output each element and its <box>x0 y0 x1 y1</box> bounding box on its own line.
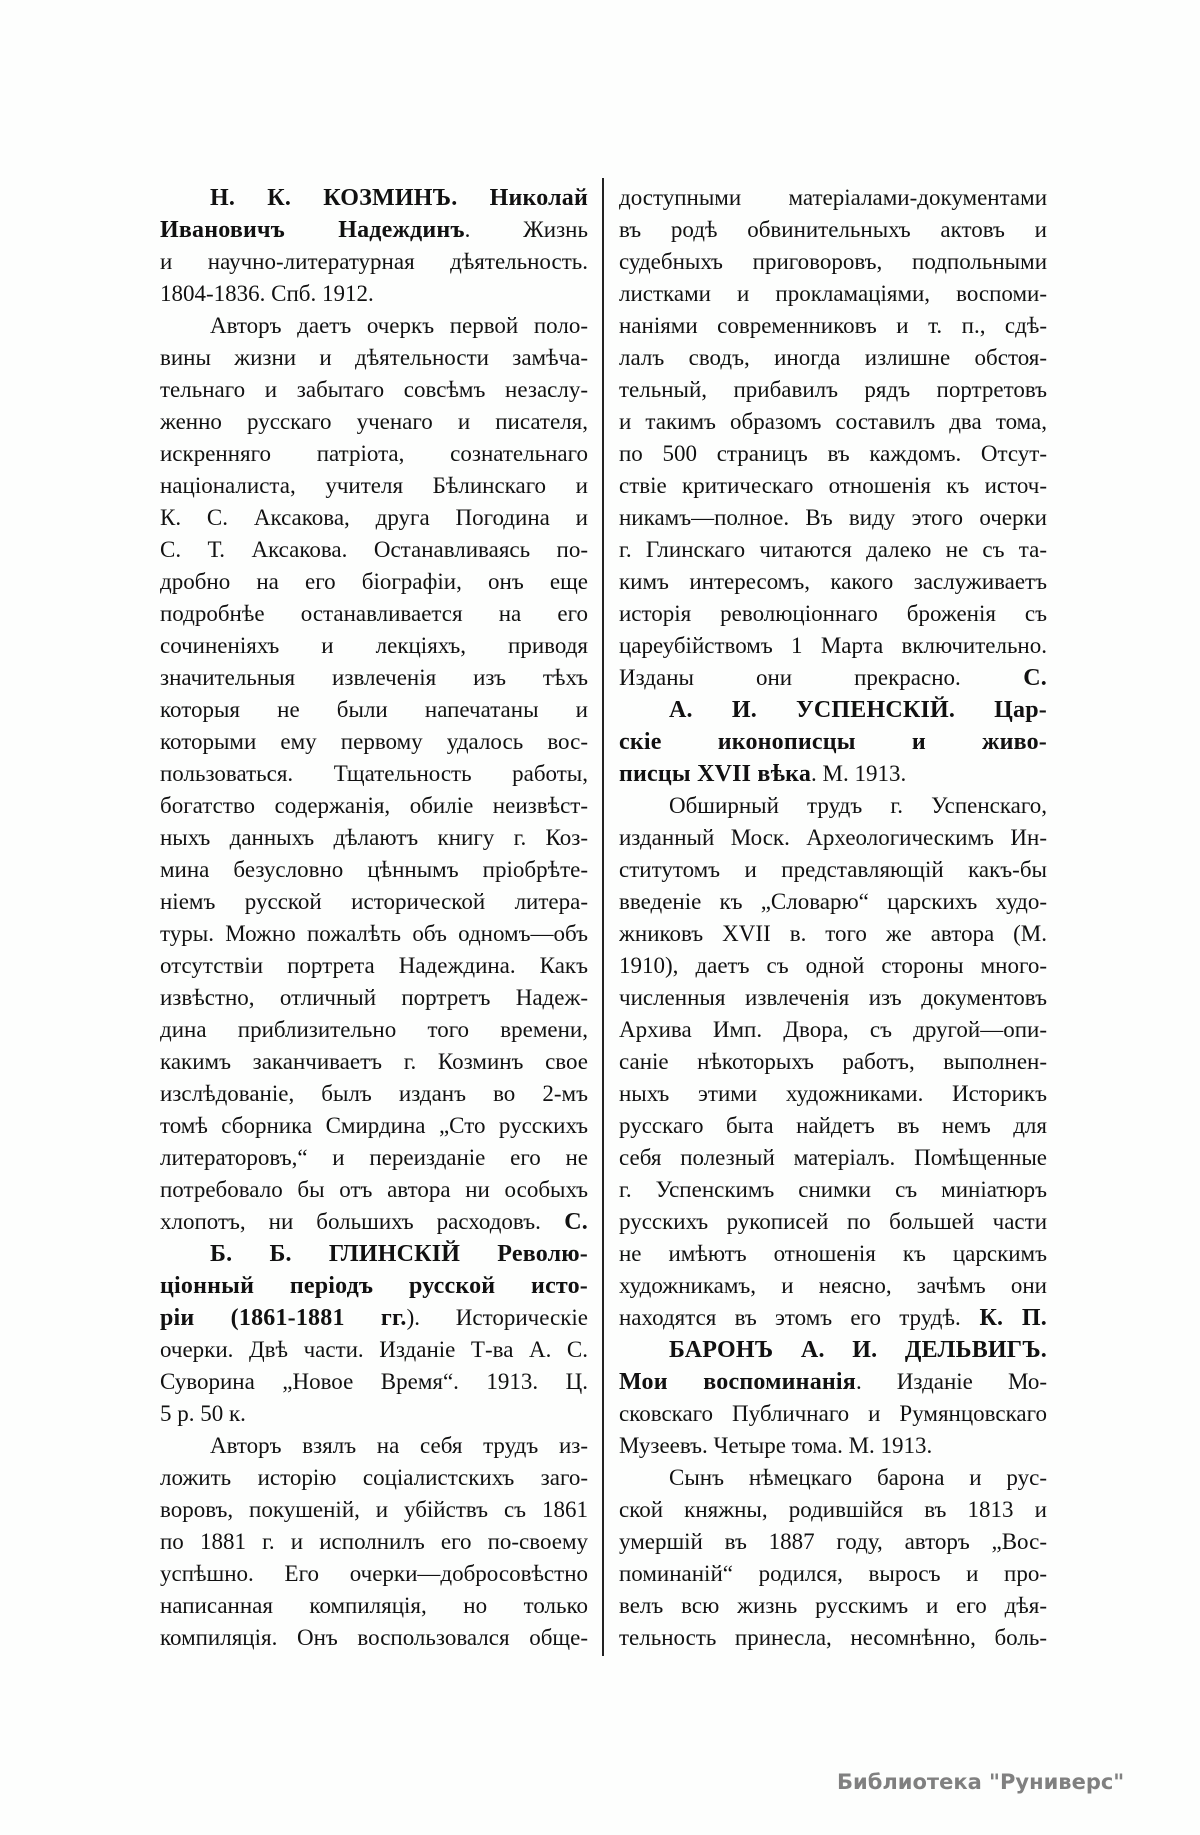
body-text: сочиненіяхъ и лекціяхъ, приводя <box>160 633 588 658</box>
body-text: 1804-1836. Спб. 1912. <box>160 281 374 306</box>
left-column <box>160 182 588 1654</box>
text-line <box>619 598 1047 630</box>
text-line <box>619 1174 1047 1206</box>
text-line <box>160 726 588 758</box>
body-text: Обширный трудъ г. Успенскаго, <box>669 793 1047 818</box>
text-line <box>160 886 588 918</box>
body-text: г. Глинскаго читаются далеко не съ та- <box>619 537 1047 562</box>
text-line <box>160 406 588 438</box>
bold-text: ціонный періодъ русской исто- <box>160 1273 588 1299</box>
text-line <box>160 982 588 1014</box>
text-line <box>160 662 588 694</box>
bold-text: К. П. <box>960 1305 1047 1331</box>
body-text: Авторъ взялъ на себя трудъ из- <box>210 1433 588 1458</box>
text-line <box>619 1622 1047 1654</box>
text-line <box>160 1078 588 1110</box>
body-text: исторія революціоннаго броженія съ <box>619 601 1047 626</box>
text-line <box>160 854 588 886</box>
text-line <box>160 1526 588 1558</box>
text-line <box>619 1558 1047 1590</box>
bold-text: скіе иконописцы и живо- <box>619 729 1047 755</box>
body-text: значительныя извлеченія изъ тѣхъ <box>160 665 588 690</box>
text-line <box>160 182 588 214</box>
body-text: литераторовъ,“ и переизданіе его не <box>160 1145 588 1170</box>
text-line <box>160 1270 588 1302</box>
text-line <box>160 470 588 502</box>
body-text: изданный Моск. Археологическимъ Ин- <box>619 825 1047 850</box>
body-text: кимъ интересомъ, какого заслуживаетъ <box>619 569 1047 594</box>
body-text: Изданы они прекрасно. <box>619 665 961 690</box>
text-line <box>619 342 1047 374</box>
body-text: томѣ сборника Смирдина „Сто русскихъ <box>160 1113 588 1138</box>
text-line <box>160 214 588 246</box>
body-text: умершій въ 1887 году, авторъ „Вос- <box>619 1529 1047 1554</box>
body-text: 5 р. 50 к. <box>160 1401 246 1426</box>
right-column <box>619 182 1047 1654</box>
body-text: не имѣютъ отношенія къ царскимъ <box>619 1241 1047 1266</box>
text-line <box>160 1238 588 1270</box>
text-line <box>619 694 1047 726</box>
body-text: введеніе къ „Словарю“ царскихъ худо- <box>619 889 1047 914</box>
body-text: изслѣдованіе, былъ изданъ во 2-мъ <box>160 1081 588 1106</box>
body-text: цареубійствомъ 1 Марта включительно. <box>619 633 1047 658</box>
body-text: которыя не были напечатаны и <box>160 697 588 722</box>
text-line <box>619 790 1047 822</box>
body-text: лалъ сводъ, иногда излишне обстоя- <box>619 345 1047 370</box>
body-text: очерки. Двѣ части. Изданіе Т-ва А. С. <box>160 1337 588 1362</box>
column-divider <box>602 178 604 1656</box>
text-line <box>619 1302 1047 1334</box>
text-line <box>619 950 1047 982</box>
text-line <box>160 502 588 534</box>
text-line <box>160 1014 588 1046</box>
text-line <box>619 310 1047 342</box>
body-text: потребовало бы отъ автора ни особыхъ <box>160 1177 588 1202</box>
text-line <box>160 1430 588 1462</box>
text-line <box>619 982 1047 1014</box>
body-text: тельнаго и забытаго совсѣмъ незаслу- <box>160 377 588 402</box>
body-text: . Жизнь <box>464 217 588 242</box>
body-text: мина безусловно цѣннымъ пріобрѣте- <box>160 857 588 882</box>
body-text: наніями современниковъ и т. п., сдѣ- <box>619 313 1047 338</box>
body-text: Сынъ нѣмецкаго барона и рус- <box>669 1465 1047 1490</box>
body-text: ныхъ данныхъ дѣлаютъ книгу г. Коз- <box>160 825 588 850</box>
body-text: ). Историческіе <box>406 1305 588 1330</box>
bold-text: А. И. УСПЕНСКІЙ. Цар- <box>669 697 1047 723</box>
body-text: вины жизни и дѣятельности замѣча- <box>160 345 588 370</box>
bold-text: С. <box>960 665 1047 691</box>
body-text: тельный, прибавилъ рядъ портретовъ <box>619 377 1047 402</box>
body-text: дробно на его біографіи, онъ еще <box>160 569 588 594</box>
body-text: ныхъ этими художниками. Историкъ <box>619 1081 1047 1106</box>
text-line <box>619 246 1047 278</box>
body-text: отсутствіи портрета Надеждина. Какъ <box>160 953 588 978</box>
text-line <box>160 1494 588 1526</box>
text-line <box>619 1238 1047 1270</box>
text-line <box>619 758 1047 790</box>
body-text: судебныхъ приговоровъ, подпольными <box>619 249 1047 274</box>
body-text: которыми ему первому удалось вос- <box>160 729 588 754</box>
text-line <box>619 726 1047 758</box>
body-text: Архива Имп. Двора, съ другой—опи- <box>619 1017 1047 1042</box>
body-text: ніемъ русской исторической литера- <box>160 889 588 914</box>
text-line <box>619 918 1047 950</box>
body-text: Авторъ даетъ очеркъ первой поло- <box>210 313 588 338</box>
text-line <box>160 1334 588 1366</box>
body-text: подробнѣе останавливается на его <box>160 601 588 626</box>
text-line <box>160 438 588 470</box>
text-line <box>619 1494 1047 1526</box>
bold-text: БАРОНЪ А. И. ДЕЛЬВИГЪ. <box>669 1337 1047 1363</box>
body-text: . Изданіе Мо- <box>855 1369 1047 1394</box>
bold-text: Ивановичъ Надеждинъ <box>160 217 465 243</box>
text-line <box>160 822 588 854</box>
text-line <box>619 1206 1047 1238</box>
body-text: сковскаго Публичнаго и Румянцовскаго <box>619 1401 1047 1426</box>
text-line <box>160 374 588 406</box>
body-text: написанная компиляція, но только <box>160 1593 588 1618</box>
body-text: успѣшно. Его очерки—добросовѣстно <box>160 1561 588 1586</box>
text-line <box>160 1366 588 1398</box>
text-line <box>619 1078 1047 1110</box>
text-line <box>619 1590 1047 1622</box>
body-text: воровъ, покушеній, и убійствъ съ 1861 <box>160 1497 588 1522</box>
text-line <box>160 1110 588 1142</box>
body-text: хлопотъ, ни большихъ расходовъ. <box>160 1209 541 1234</box>
body-text: женно русскаго ученаго и писателя, <box>160 409 588 434</box>
text-line <box>160 790 588 822</box>
body-text: Суворина „Новое Время“. 1913. Ц. <box>160 1369 588 1394</box>
body-text: русскаго быта найдетъ въ немъ для <box>619 1113 1047 1138</box>
bold-text: Б. Б. ГЛИНСКІЙ Револю- <box>210 1241 588 1267</box>
text-line <box>619 822 1047 854</box>
body-text: себя полезный матеріалъ. Помѣщенные <box>619 1145 1047 1170</box>
text-line <box>619 1334 1047 1366</box>
text-line <box>160 342 588 374</box>
text-line <box>619 214 1047 246</box>
text-line <box>619 630 1047 662</box>
text-line <box>160 310 588 342</box>
text-line <box>619 182 1047 214</box>
body-text: листками и прокламаціями, воспоми- <box>619 281 1047 306</box>
body-text: находятся въ этомъ его трудѣ. <box>619 1305 961 1330</box>
body-text: компиляція. Онъ воспользовался обще- <box>160 1625 588 1650</box>
text-line <box>160 1142 588 1174</box>
body-text: численныя извлеченія изъ документовъ <box>619 985 1047 1010</box>
body-text: въ родѣ обвинительныхъ актовъ и <box>619 217 1047 242</box>
text-line <box>160 1174 588 1206</box>
body-text: 1910), даетъ съ одной стороны много- <box>619 953 1047 978</box>
text-line <box>160 1590 588 1622</box>
body-text: извѣстно, отличный портретъ Надеж- <box>160 985 588 1010</box>
text-line <box>619 534 1047 566</box>
body-text: русскихъ рукописей по большей части <box>619 1209 1047 1234</box>
text-line <box>160 630 588 662</box>
body-text: художникамъ, и неясно, зачѣмъ они <box>619 1273 1047 1298</box>
body-text: Музеевъ. Четыре тома. М. 1913. <box>619 1433 933 1458</box>
text-line <box>619 438 1047 470</box>
body-text: по 500 страницъ въ каждомъ. Отсут- <box>619 441 1047 466</box>
body-text: саніе нѣкоторыхъ работъ, выполнен- <box>619 1049 1047 1074</box>
text-line <box>619 1430 1047 1462</box>
text-line <box>619 502 1047 534</box>
text-line <box>160 1462 588 1494</box>
body-text: богатство содержанія, обиліе неизвѣст- <box>160 793 588 818</box>
body-text: пользоваться. Тщательность работы, <box>160 761 588 786</box>
text-line <box>160 1046 588 1078</box>
text-line <box>160 246 588 278</box>
text-line <box>619 1270 1047 1302</box>
body-text: націоналиста, учителя Бѣлинскаго и <box>160 473 588 498</box>
text-line <box>619 1398 1047 1430</box>
body-text: искренняго патріота, сознательнаго <box>160 441 588 466</box>
text-line <box>619 886 1047 918</box>
text-line <box>619 1014 1047 1046</box>
library-watermark: Библиотека "Руниверс" <box>837 1770 1125 1794</box>
text-line <box>619 1462 1047 1494</box>
body-text: туры. Можно пожалѣть объ одномъ—объ <box>160 921 588 946</box>
body-text: г. Успенскимъ снимки съ миніатюръ <box>619 1177 1047 1202</box>
text-line <box>160 950 588 982</box>
text-line <box>160 534 588 566</box>
text-line <box>160 694 588 726</box>
body-text: С. Т. Аксакова. Останавливаясь по- <box>160 537 588 562</box>
text-line <box>160 1206 588 1238</box>
text-line <box>160 1558 588 1590</box>
body-text: и такимъ образомъ составилъ два тома, <box>619 409 1047 434</box>
body-text: никамъ—полное. Въ виду этого очерки <box>619 505 1047 530</box>
body-text: дина приблизительно того времени, <box>160 1017 588 1042</box>
body-text: ститутомъ и представляющій какъ-бы <box>619 857 1047 882</box>
body-text: велъ всю жизнь русскимъ и его дѣя- <box>619 1593 1047 1618</box>
text-line <box>160 1398 588 1430</box>
body-text: К. С. Аксакова, друга Погодина и <box>160 505 588 530</box>
bold-text: С. <box>540 1209 588 1235</box>
text-line <box>160 278 588 310</box>
text-line <box>619 406 1047 438</box>
body-text: поминаній“ родился, выросъ и про- <box>619 1561 1047 1586</box>
text-line <box>619 1526 1047 1558</box>
text-line <box>619 854 1047 886</box>
text-line <box>619 278 1047 310</box>
body-text: жниковъ XVII в. того же автора (М. <box>619 921 1047 946</box>
bold-text: Н. К. КОЗМИНЪ. Николай <box>210 185 588 211</box>
text-line <box>619 1110 1047 1142</box>
body-text: тельность принесла, несомнѣнно, боль- <box>619 1625 1047 1650</box>
body-text: ствіе критическаго отношенія къ источ- <box>619 473 1047 498</box>
bold-text: ріи (1861-1881 гг. <box>160 1305 407 1331</box>
text-line <box>160 918 588 950</box>
body-text: ложить исторію соціалистскихъ заго- <box>160 1465 588 1490</box>
bold-text: Мои воспоминанія <box>619 1369 856 1395</box>
text-line <box>619 1366 1047 1398</box>
body-text: ской княжны, родившійся въ 1813 и <box>619 1497 1047 1522</box>
text-line <box>619 662 1047 694</box>
text-line <box>619 566 1047 598</box>
text-line <box>619 1142 1047 1174</box>
body-text: доступными матеріалами-документами <box>619 185 1047 210</box>
text-line <box>619 1046 1047 1078</box>
bold-text: писцы XVII вѣка <box>619 761 812 787</box>
text-line <box>160 758 588 790</box>
text-line <box>160 1622 588 1654</box>
text-line <box>619 470 1047 502</box>
body-text: какимъ заканчиваетъ г. Козминъ свое <box>160 1049 588 1074</box>
text-line <box>619 374 1047 406</box>
text-line <box>160 566 588 598</box>
text-line <box>160 598 588 630</box>
body-text: и научно-литературная дѣятельность. <box>160 249 588 274</box>
body-text: . М. 1913. <box>811 761 907 786</box>
body-text: по 1881 г. и исполнилъ его по-своему <box>160 1529 588 1554</box>
text-line <box>160 1302 588 1334</box>
